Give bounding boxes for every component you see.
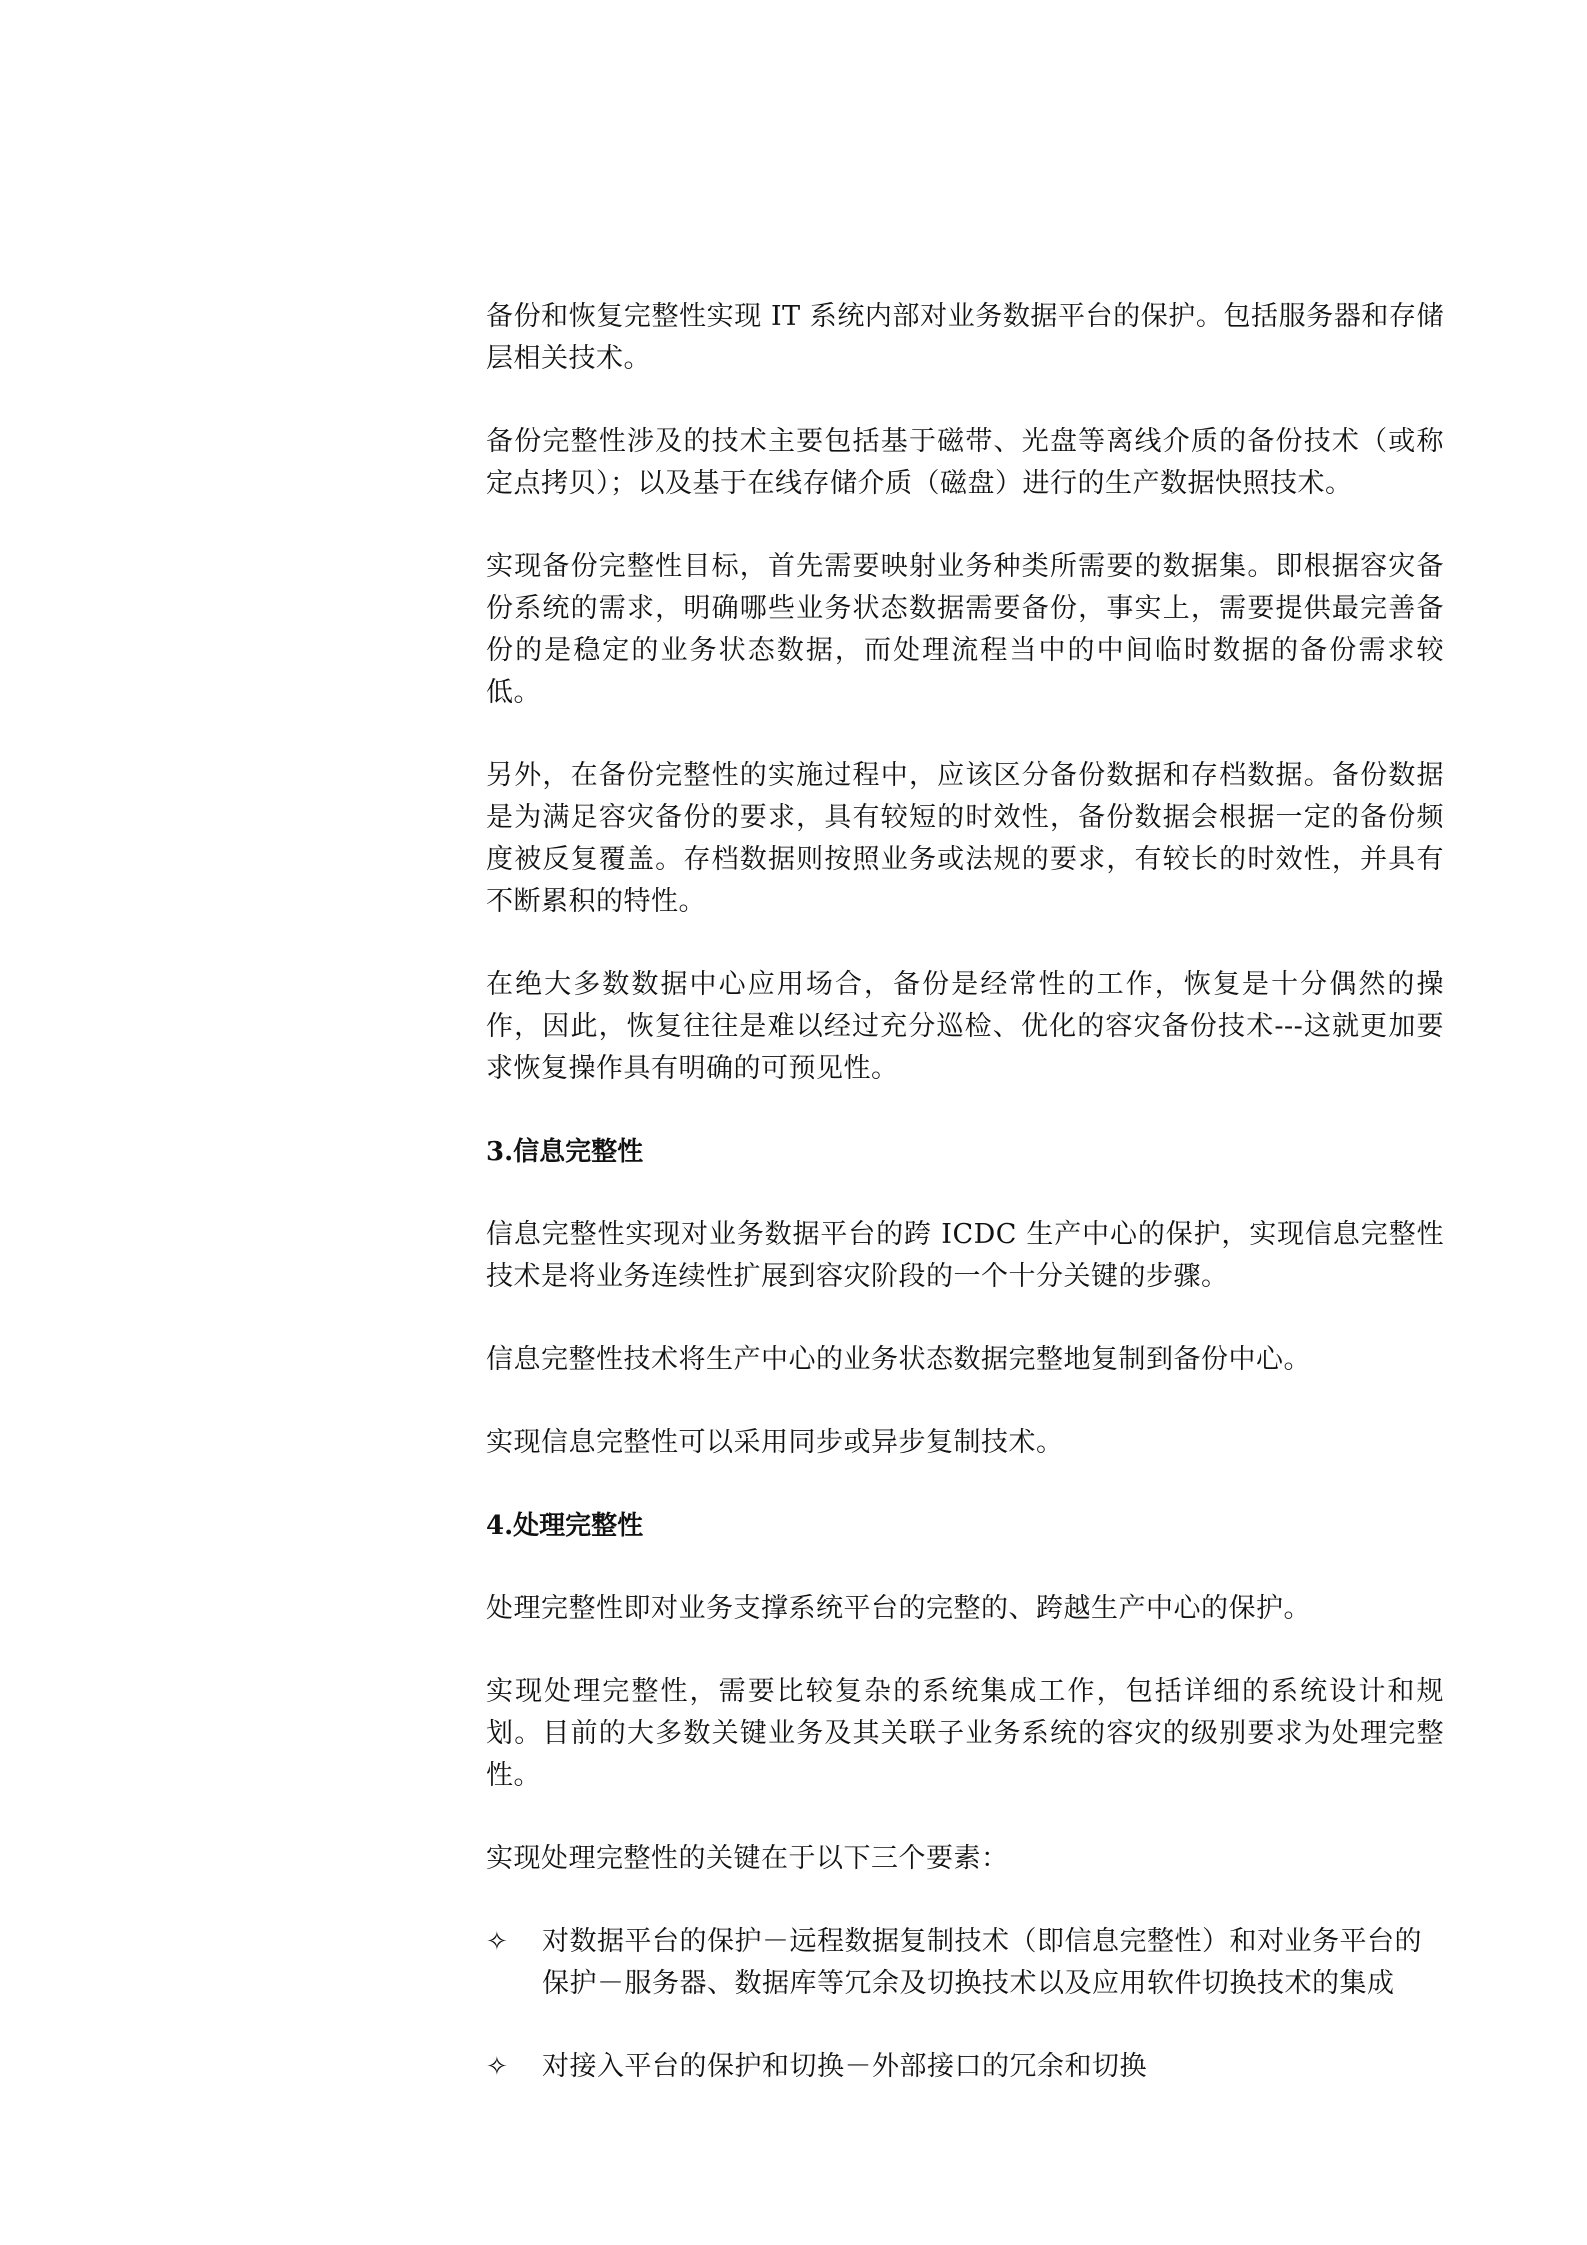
section-heading-processing-integrity: 4.处理完整性 <box>486 1511 644 1541</box>
paragraph-information-integrity-copy: 信息完整性技术将生产中心的业务状态数据完整地复制到备份中心。 <box>486 1344 1311 1375</box>
list-item <box>486 2046 1444 2088</box>
paragraph-recovery-predictability: 在绝大多数数据中心应用场合，备份是经常性的工作，恢复是十分偶然的操作，因此，恢复往往是难以经过充分巡检、优化的容灾备份技术---这就更加要求恢复操作具有明确的可预见性。 <box>486 969 1444 1084</box>
diamond-bullet-icon: ✧ <box>486 2052 509 2082</box>
paragraph-backup-goal: 实现备份完整性目标，首先需要映射业务种类所需要的数据集。即根据容灾备份系统的需求，明确哪些业务状态数据需要备份，事实上，需要提供最完善备份的是稳定的业务状态数据，而处理流程当中的中间临时数据的备份需求较低。 <box>486 551 1444 708</box>
diamond-bullet-icon: ✧ <box>486 1927 509 1957</box>
paragraph-key-elements: 实现处理完整性的关键在于以下三个要素： <box>486 1843 1009 1874</box>
paragraph-processing-integrity: 处理完整性即对业务支撑系统平台的完整的、跨越生产中心的保护。 <box>486 1593 1311 1624</box>
key-elements-list <box>486 1921 1444 2088</box>
section-heading-information-integrity: 3.信息完整性 <box>486 1137 644 1167</box>
paragraph-backup-vs-archive: 另外，在备份完整性的实施过程中，应该区分备份数据和存档数据。备份数据是为满足容灾备份的要求，具有较短的时效性，备份数据会根据一定的备份频度被反复覆盖。存档数据则按照业务或法规的要求，有较长的时效性，并具有不断累积的特性。 <box>486 760 1444 917</box>
document-body <box>486 296 1444 2129</box>
list-item <box>486 1921 1444 2005</box>
paragraph-replication-modes: 实现信息完整性可以采用同步或异步复制技术。 <box>486 1427 1064 1458</box>
paragraph-backup-recovery: 备份和恢复完整性实现 IT 系统内部对业务数据平台的保护。包括服务器和存储层相关技术。 <box>486 301 1444 374</box>
list-item-text: 对接入平台的保护和切换－外部接口的冗余和切换 <box>542 2051 1147 2082</box>
paragraph-information-integrity: 信息完整性实现对业务数据平台的跨 ICDC 生产中心的保护，实现信息完整性技术是将业务连续性扩展到容灾阶段的一个十分关键的步骤。 <box>486 1219 1444 1292</box>
paragraph-backup-technologies: 备份完整性涉及的技术主要包括基于磁带、光盘等离线介质的备份技术（或称定点拷贝）；以及基于在线存储介质（磁盘）进行的生产数据快照技术。 <box>486 426 1444 499</box>
list-item-text: 对数据平台的保护－远程数据复制技术（即信息完整性）和对业务平台的保护－服务器、数据库等冗余及切换技术以及应用软件切换技术的集成 <box>542 1926 1422 1999</box>
paragraph-processing-integrity-requirements: 实现处理完整性，需要比较复杂的系统集成工作，包括详细的系统设计和规划。目前的大多数关键业务及其关联子业务系统的容灾的级别要求为处理完整性。 <box>486 1676 1444 1791</box>
